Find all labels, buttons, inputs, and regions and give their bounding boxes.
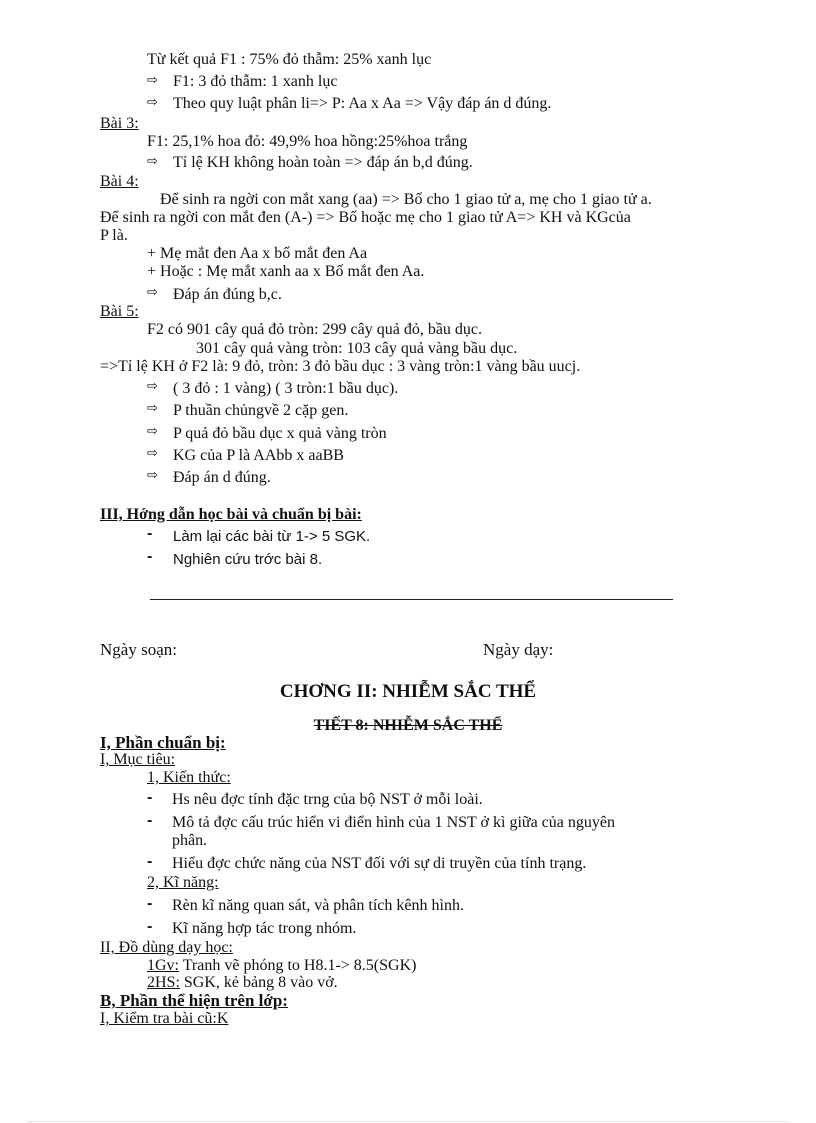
- muctieu-title: I, Mục tiêu:: [100, 751, 176, 768]
- dash-bullet-icon: -: [147, 527, 153, 542]
- bai4-answer-1: Đáp án đúng b,c.: [173, 286, 282, 303]
- bai5-answer-3: P quả đỏ bầu dục x quả vàng tròn: [173, 425, 387, 442]
- bai3-title: Bài 3:: [100, 115, 139, 132]
- gv-label: 1Gv:: [147, 957, 179, 974]
- date-soan: Ngày soạn:: [100, 640, 177, 659]
- dash-bullet-icon: -: [147, 814, 153, 829]
- kinang-title: 2, Kĩ năng:: [147, 874, 219, 891]
- bai5-line-3: =>Tỉ lệ KH ở F2 là: 9 đỏ, tròn: 3 đỏ bầu dục : 3 vàng tròn:1 vàng bầu uucj.: [100, 358, 581, 375]
- bai5-answer-5: Đáp án d đúng.: [173, 469, 271, 486]
- bai5-answer-4: KG của P là AAbb x aaBB: [173, 447, 344, 464]
- bai4-line-4: + Mẹ mắt đen Aa x bố mắt đen Aa: [147, 245, 368, 262]
- dash-bullet-icon: -: [147, 550, 153, 565]
- dash-bullet-icon: -: [147, 897, 153, 912]
- arrow-icon: ⇨: [147, 379, 158, 394]
- hs-text: SGK, kẻ bảng 8 vào vở.: [179, 974, 338, 991]
- section3-item-2: Nghiên cứu trớc bài 8.: [173, 551, 323, 568]
- kiemtra-title: I, Kiểm tra bài cũ:K: [100, 1010, 229, 1027]
- arrow-icon: ⇨: [147, 285, 158, 300]
- section3-item-1: Làm lại các bài từ 1-> 5 SGK.: [173, 528, 371, 545]
- hs-label: 2HS:: [147, 974, 180, 991]
- arrow-icon: ⇨: [147, 401, 158, 416]
- bai4-line-3: P là.: [100, 227, 128, 244]
- bai4-line-1: Để sinh ra ngời con mắt xang (aa) => Bố cho 1 giao tử a, mẹ cho 1 giao tử a.: [160, 191, 652, 208]
- arrow-icon: ⇨: [147, 95, 158, 110]
- dodung-title: II, Đồ dùng dạy học:: [100, 939, 233, 956]
- kienthuc-item-2: Mô tả đợc cấu trúc hiển vi điển hình của 1 NST ở kì giữa của nguyên: [172, 814, 615, 831]
- kinang-item-1: Rèn kĩ năng quan sát, và phân tích kênh hình.: [172, 897, 464, 914]
- arrow-icon: ⇨: [147, 424, 158, 439]
- bai2-answer-2: Theo quy luật phân li=> P: Aa x Aa => Vậy đáp án d đúng.: [173, 95, 552, 112]
- kienthuc-item-2-cont: phân.: [172, 832, 208, 849]
- bai5-title: Bài 5:: [100, 303, 139, 320]
- bai3-line-1: F1: 25,1% hoa đỏ: 49,9% hoa hồng:25%hoa trắng: [147, 133, 468, 150]
- arrow-icon: ⇨: [147, 468, 158, 483]
- part-b-title: B, Phần thể hiện trên lớp:: [100, 991, 288, 1010]
- bai5-line-1: F2 có 901 cây quả đỏ tròn: 299 cây quả đỏ, bầu dục.: [147, 321, 483, 338]
- chapter-title: CHƠNG II: NHIỄM SẮC THỂ: [279, 681, 537, 702]
- horizontal-rule: [150, 599, 673, 600]
- bai2-result: Từ kết quả F1 : 75% đỏ thẫm: 25% xanh lục: [147, 51, 432, 68]
- lesson-title: TIẾT 8: NHIỄM SẮC THỂ: [313, 717, 503, 734]
- kienthuc-item-3: Hiểu đợc chức năng của NST đối với sự di truyền của tính trạng.: [172, 855, 587, 872]
- dodung-hs: [147, 973, 338, 993]
- kinang-item-2: Kĩ năng hợp tác trong nhóm.: [172, 920, 357, 937]
- section3-title: III, Hớng dẫn học bài và chuẩn bị bài:: [100, 506, 362, 523]
- date-day: Ngày dạy:: [483, 640, 554, 659]
- kienthuc-title: 1, Kiến thức:: [147, 769, 231, 786]
- dash-bullet-icon: -: [147, 855, 153, 870]
- bai5-line-2: 301 cây quả vàng tròn: 103 cây quả vàng bầu dục.: [196, 340, 518, 357]
- dash-bullet-icon: -: [147, 920, 153, 935]
- dash-bullet-icon: -: [147, 791, 153, 806]
- arrow-icon: ⇨: [147, 154, 158, 169]
- bai4-line-5: + Hoặc : Mẹ mắt xanh aa x Bố mắt đen Aa.: [147, 263, 425, 280]
- bai5-answer-1: ( 3 đỏ : 1 vàng) ( 3 tròn:1 bầu dục).: [173, 380, 399, 397]
- arrow-icon: ⇨: [147, 446, 158, 461]
- gv-text: Tranh vẽ phóng to H8.1-> 8.5(SGK): [179, 957, 417, 974]
- bai4-line-2: Để sinh ra ngời con mắt đen (A-) => Bố hoặc mẹ cho 1 giao tử A=> KH và KGcủa: [100, 209, 631, 226]
- bai4-title: Bài 4:: [100, 173, 139, 190]
- kienthuc-item-1: Hs nêu đợc tính đặc trng của bộ NST ở mỗi loài.: [172, 791, 483, 808]
- bai5-answer-2: P thuần chủngvề 2 cặp gen.: [173, 402, 349, 419]
- part-a-title: I, Phần chuẩn bị:: [100, 733, 226, 752]
- bai2-answer-1: F1: 3 đỏ thẫm: 1 xanh lục: [173, 73, 338, 90]
- bai3-answer-1: Tỉ lệ KH không hoàn toàn => đáp án b,d đúng.: [173, 154, 473, 171]
- arrow-icon: ⇨: [147, 73, 158, 88]
- page-bottom-border: [28, 1121, 788, 1122]
